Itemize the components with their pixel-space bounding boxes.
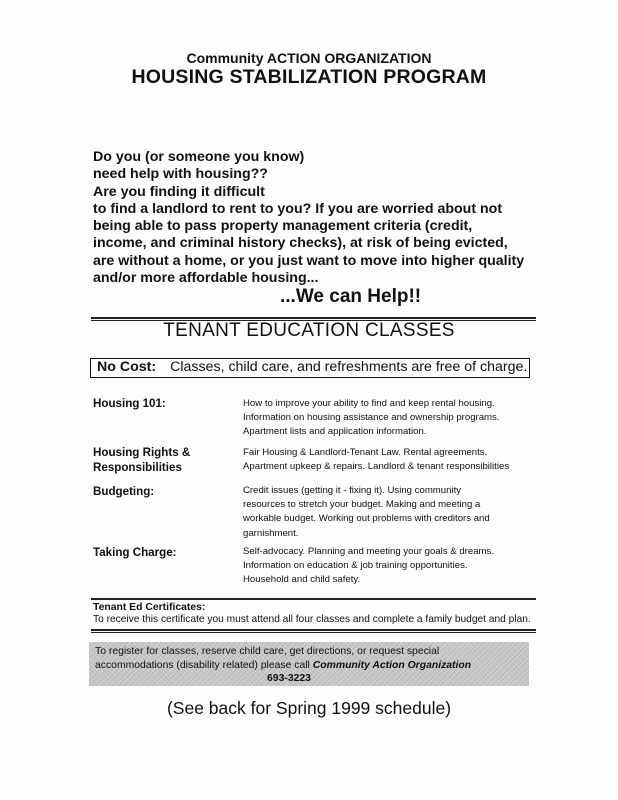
class-description-line: How to improve your ability to find and keep rental housing.	[243, 398, 495, 409]
class-description-budgeting	[243, 484, 543, 541]
registration-line-2-text: accommodations (disability related) please call	[95, 659, 313, 671]
certificates-text: To receive this certificate you must attend all four classes and complete a family budget and plan.	[93, 614, 531, 625]
class-name-line: Responsibilities	[93, 461, 182, 474]
classes-heading: TENANT EDUCATION CLASSES	[163, 320, 455, 341]
registration-line-2	[95, 659, 523, 673]
class-description-line: Credit issues (getting it - fixing it). Using community	[243, 485, 462, 496]
class-name-line: Budgeting:	[93, 485, 155, 498]
intro-paragraph	[93, 149, 553, 287]
intro-line: are without a home, or you just want to move into higher quality	[93, 252, 525, 269]
no-cost-box	[90, 358, 530, 378]
registration-line-1: To register for classes, reserve child care, get directions, or request special	[95, 646, 440, 657]
class-description-line: Self-advocacy. Planning and meeting your goals & dreams.	[243, 546, 494, 557]
intro-line: being able to pass property management criteria (credit,	[93, 218, 473, 235]
program-title: HOUSING STABILIZATION PROGRAM	[131, 66, 487, 88]
see-back-note: (See back for Spring 1999 schedule)	[166, 698, 452, 718]
class-description-line: workable budget. Working out problems with creditors and	[243, 513, 490, 525]
class-description-line: Information on housing assistance and ownership programs.	[243, 412, 500, 424]
class-description-housing-101	[243, 397, 543, 440]
class-description-line: Apartment lists and application information.	[243, 426, 427, 438]
we-can-help-text: ...We can Help!!	[280, 286, 422, 307]
registration-org-name: Community Action Organization	[312, 659, 472, 671]
class-description-line: garnishment.	[243, 527, 299, 539]
divider-certificates	[91, 598, 536, 600]
intro-line: and/or more affordable housing...	[93, 270, 319, 287]
class-description-housing-rights	[243, 446, 543, 474]
registration-box	[89, 642, 529, 686]
intro-line: Do you (or someone you know)	[93, 149, 305, 165]
class-name-housing-101	[93, 396, 166, 411]
phone-number: 693-3223	[267, 673, 311, 684]
class-name-housing-rights	[93, 445, 190, 475]
intro-line: to find a landlord to rent to you? If you are worried about not	[93, 200, 503, 217]
intro-line: income, and criminal history checks), at risk of being evicted,	[93, 235, 508, 252]
organization-name: Community ACTION ORGANIZATION	[186, 50, 432, 66]
class-description-line: Information on education & job training opportunities.	[243, 560, 468, 572]
class-description-line: resources to stretch your budget. Making and meeting a	[243, 499, 481, 511]
intro-line: need help with housing??	[93, 166, 268, 183]
class-name-budgeting	[93, 484, 154, 499]
no-cost-label: No Cost:	[97, 359, 157, 375]
divider-bottom	[91, 629, 536, 631]
intro-line: Are you finding it difficult	[93, 183, 265, 200]
class-name-line: Housing 101:	[93, 397, 166, 410]
class-description-line: Fair Housing & Landlord-Tenant Law. Rental agreements.	[243, 447, 488, 458]
divider-bottom-2	[91, 632, 536, 633]
class-description-line: Apartment upkeep & repairs. Landlord & tenant responsibilities	[243, 461, 510, 473]
no-cost-text: Classes, child care, and refreshments are free of charge.	[170, 359, 528, 375]
class-name-taking-charge	[93, 545, 177, 560]
class-description-taking-charge	[243, 545, 543, 588]
class-name-line: Taking Charge:	[93, 546, 177, 559]
class-name-line: Housing Rights &	[93, 446, 191, 459]
divider-top	[91, 317, 536, 319]
certificates-heading: Tenant Ed Certificates:	[93, 602, 206, 613]
class-description-line: Household and child safety.	[243, 574, 361, 586]
